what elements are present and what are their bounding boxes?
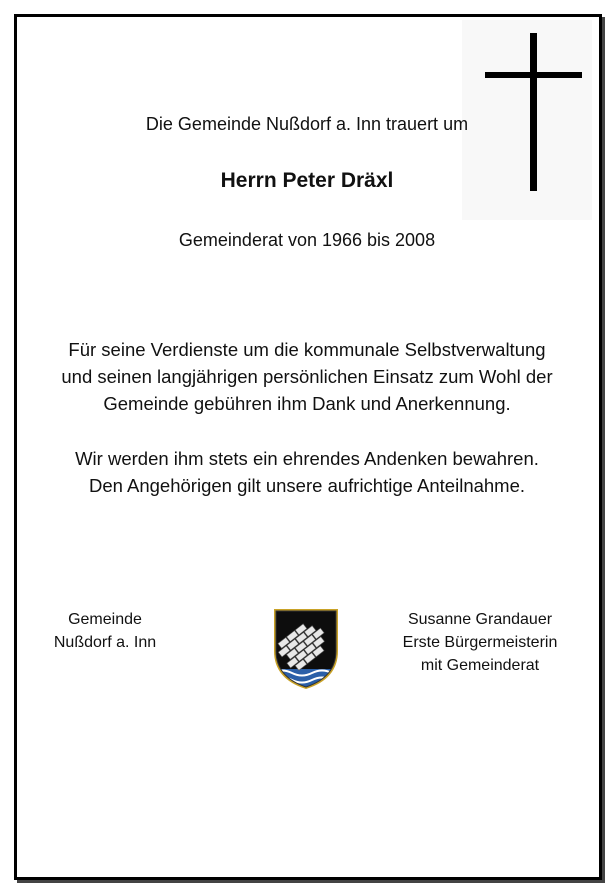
signature-municipality (40, 608, 170, 654)
deceased-name: Herrn Peter Dräxl (220, 169, 394, 192)
signature-mayor-title: Erste Bürgermeisterin (402, 634, 558, 651)
body-line-4: Wir werden ihm stets ein ehrendes Andenken bewahren. (75, 448, 539, 469)
body-line-5: Den Angehörigen gilt unsere aufrichtige Anteilnahme. (88, 475, 526, 496)
cross-vertical-bar (530, 33, 537, 191)
body-line-1: Für seine Verdienste um die kommunale Selbstverwaltung (68, 339, 546, 360)
signature-mayor-council: mit Gemeinderat (420, 657, 540, 674)
signature-mayor-name: Susanne Grandauer (407, 611, 553, 628)
body-line-2: und seinen langjährigen persönlichen Einsatz zum Wohl der (61, 366, 553, 387)
signature-municipality-line-1: Gemeinde (68, 611, 142, 628)
cross-horizontal-bar (485, 72, 582, 78)
coat-of-arms-icon (272, 605, 340, 689)
intro-text: Die Gemeinde Nußdorf a. Inn trauert um (145, 114, 469, 134)
signature-municipality-line-2: Nußdorf a. Inn (53, 634, 157, 651)
body-line-3: Gemeinde gebühren ihm Dank und Anerkennung. (103, 393, 511, 414)
role-text: Gemeinderat von 1966 bis 2008 (178, 230, 436, 250)
signature-mayor (380, 608, 580, 677)
